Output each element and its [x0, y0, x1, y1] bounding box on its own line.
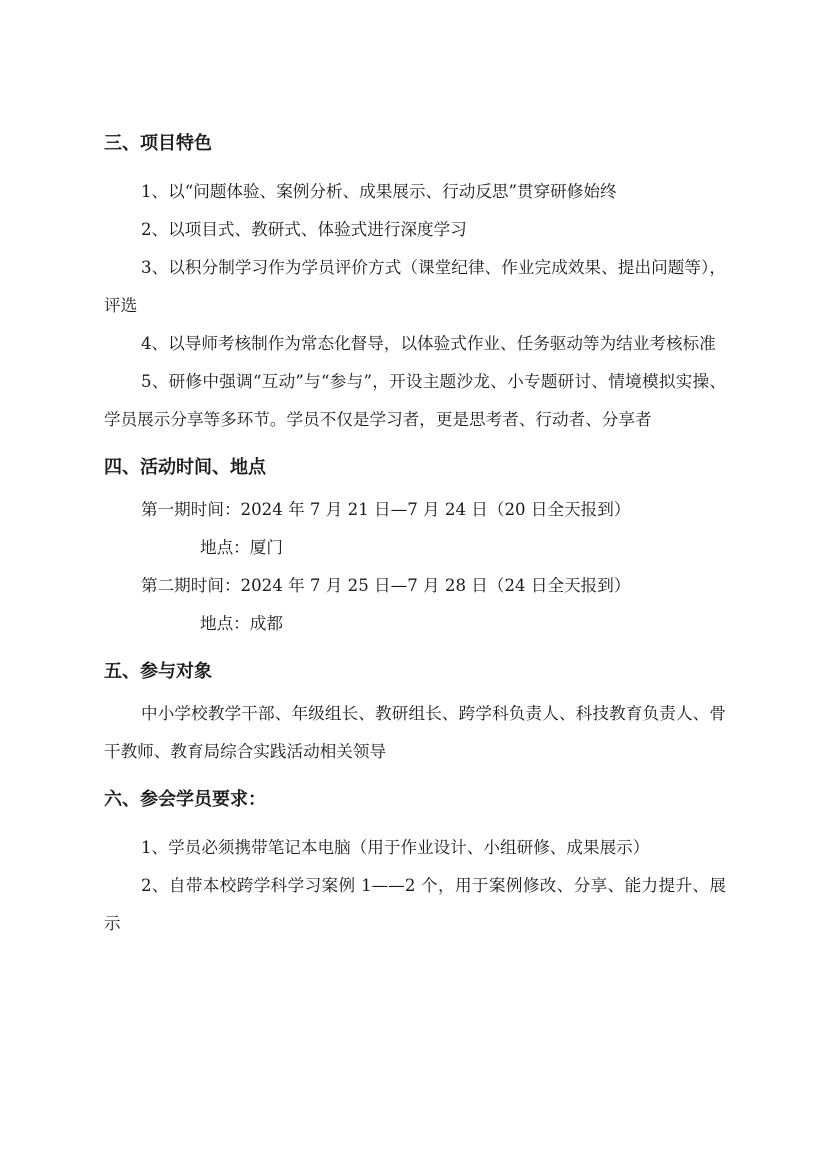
session-2-place: 地点：成都 — [200, 614, 283, 633]
document-page — [104, 125, 726, 943]
section-heading-features: 三、项目特色 — [104, 133, 212, 154]
feature-item-1: 1、以“问题体验、案例分析、成果展示、行动反思”贯穿研修始终 — [141, 182, 617, 201]
section-heading-time-location: 四、活动时间、地点 — [104, 457, 266, 478]
requirement-item-1: 1、学员必须携带笔记本电脑（用于作业设计、小组研修、成果展示） — [141, 838, 650, 857]
feature-item-3: 3、以积分制学习作为学员评价方式（课堂纪律、作业完成效果、提出问题等），评选 — [104, 258, 726, 315]
section-heading-requirements: 六、参会学员要求： — [104, 789, 266, 810]
session-2-time: 第二期时间：2024 年 7 月 25 日—7 月 28 日（24 日全天报到） — [141, 576, 631, 595]
participants-text: 中小学校教学干部、年级组长、教研组长、跨学科负责人、科技教育负责人、骨干教师、教育局综合实践活动相关领导 — [104, 704, 726, 761]
requirement-item-2: 2、自带本校跨学科学习案例 1——2 个，用于案例修改、分享、能力提升、展示 — [104, 876, 726, 933]
section-heading-participants: 五、参与对象 — [104, 661, 212, 682]
session-1-place: 地点：厦门 — [200, 538, 283, 557]
feature-item-5: 5、研修中强调“互动”与“参与”，开设主题沙龙、小专题研讨、情境模拟实操、学员展示分享等多环节。学员不仅是学习者，更是思考者、行动者、分享者 — [104, 372, 726, 429]
feature-item-4: 4、以导师考核制作为常态化督导，以体验式作业、任务驱动等为结业考核标准 — [141, 334, 716, 353]
feature-item-2: 2、以项目式、教研式、体验式进行深度学习 — [141, 220, 467, 239]
session-1-time: 第一期时间：2024 年 7 月 21 日—7 月 24 日（20 日全天报到） — [141, 500, 631, 519]
